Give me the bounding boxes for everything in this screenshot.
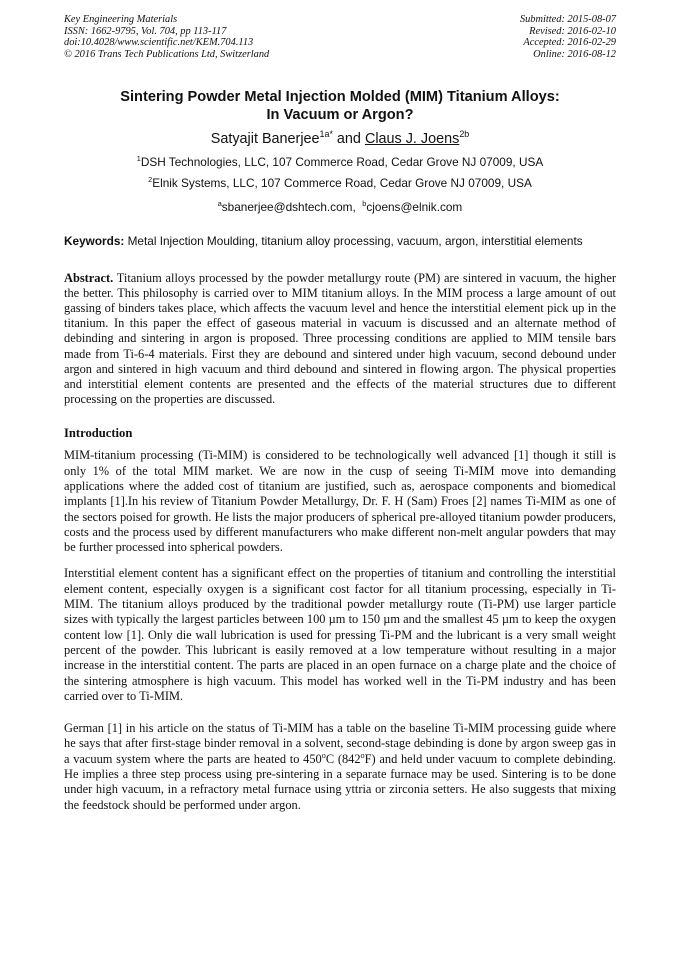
title-line-1: Sintering Powder Metal Injection Molded (MIM) Titanium Alloys: xyxy=(120,89,560,106)
affiliation-1-marker: 1 xyxy=(136,154,141,164)
journal-issn: ISSN: 1662-9795, Vol. 704, pp 113-117 xyxy=(64,25,227,37)
email-a[interactable]: sbanerjee@dshtech.com, xyxy=(221,200,356,215)
introduction-heading: Introduction xyxy=(64,426,133,441)
journal-copyright: © 2016 Trans Tech Publications Ltd, Switzerland xyxy=(64,48,270,60)
paragraph-3-part-a: German [1] in his article on the status of Ti-MIM has a table on the baseline Ti-MIM processing guide where he says that after first-stage binder removal in a solvent, second-stage debinding is done by argon sweep gas in a vacuum system where the parts are heated to 450 xyxy=(64,721,616,766)
abstract-label: Abstract. xyxy=(64,270,114,285)
keywords-label: Keywords: xyxy=(64,234,125,249)
introduction-paragraph-2: Interstitial element content has a significant effect on the properties of titanium and controlling the interstitial element content, especially oxygen is a significant cost factor for all titanium processing, especially in Ti-MIM. The titanium alloys produced by the traditional powder metallurgy route (Ti-PM) use larger particle sizes with typically the largest particles between 100 µm to 150 µm and the smallest 45 µm to keep the oxygen content low [1]. Only die wall lubrication is used for pressing Ti-PM and the lubricant is a very small weight percent of the powder. This lubricant is easily removed at a low temperature without resulting in a major increase in the interstitial content. The parts are placed in an open furnace on a charge plate and the choice of the sintering atmosphere is high vacuum. This model has worked well in the Ti-PM industry and has been carried over to Ti-MIM. xyxy=(64,566,616,703)
affiliation-2 xyxy=(64,176,616,191)
email-b[interactable]: cjoens@elnik.com xyxy=(366,200,463,215)
keywords xyxy=(64,234,616,249)
affiliation-1-text: DSH Technologies, LLC, 107 Commerce Road, Cedar Grove NJ 07009, USA xyxy=(140,155,544,170)
paragraph-3-part-b: C (842 xyxy=(325,751,361,766)
journal-doi: doi:10.4028/www.scientific.net/KEM.704.113 xyxy=(64,37,254,49)
abstract-text: Titanium alloys processed by the powder metallurgy route (PM) are sintered in vacuum, the higher the better. This philosophy is carried over to MIM titanium alloys. In the MIM process a large amount of out gassing of binders takes place, which affects the vacuum level and hence the interstitial element pick up in the titanium. In this paper the effect of gaseous material in vacuum is discussed and an alternate method of debinding and sintering in argon is proposed. Three processing conditions are applied to MIM tensile bars made from Ti-6-4 materials. First they are debound and sintered under high vacuum, second debound under argon and sintered in high vacuum and third debound and sintered in flowing argon. The physical properties and interstitial element contents are presented and the effects of the material structures due to different processing on the properties are discussed. xyxy=(64,270,616,407)
email-a-marker: a xyxy=(217,199,222,209)
author-conjunction: and xyxy=(332,131,365,148)
date-accepted: Accepted: 2016-02-29 xyxy=(523,37,616,49)
journal-name: Key Engineering Materials xyxy=(64,14,178,25)
author-1: Satyajit Banerjee xyxy=(210,131,320,148)
date-revised: Revised: 2016-02-10 xyxy=(529,25,616,37)
email-b-marker: b xyxy=(362,199,367,209)
journal-info xyxy=(64,14,269,60)
date-submitted: Submitted: 2015-08-07 xyxy=(519,14,616,25)
affiliation-1 xyxy=(64,155,616,170)
affiliation-2-marker: 2 xyxy=(148,175,153,185)
affiliation-2-text: Elnik Systems, LLC, 107 Commerce Road, Cedar Grove NJ 07009, USA xyxy=(152,176,532,191)
title-line-2: In Vacuum or Argon? xyxy=(266,107,414,124)
publication-dates xyxy=(520,14,616,60)
date-online: Online: 2016-08-12 xyxy=(533,48,616,60)
degree-symbol: o xyxy=(321,750,326,760)
abstract xyxy=(64,271,616,408)
degree-symbol: o xyxy=(360,750,365,760)
introduction-paragraph-1: MIM-titanium processing (Ti-MIM) is considered to be technologically well advanced [1] though it still is only 1% of the total MIM market. We are now in the cusp of seeing Ti-MIM move into demanding applications where the added cost of titanium are justified, such as, aerospace components and biomedical implants [1].In his review of Titanium Powder Metallurgy, Dr. F. H (Sam) Froes [2] names Ti-MIM as one of the sectors poised for growth. He lists the major producers of spherical pre-alloyed titanium powder producers, costs and the process used by different manufacturers who make different non-melt angular powders that may be further processed into spherical powders. xyxy=(64,448,616,555)
keywords-text: Metal Injection Moulding, titanium alloy processing, vacuum, argon, interstitial elements xyxy=(124,234,583,249)
author-2: Claus J. Joens xyxy=(364,131,460,148)
paper-title xyxy=(64,88,616,124)
journal-header xyxy=(64,14,616,60)
introduction-paragraph-3 xyxy=(64,721,616,813)
paragraph-3-part-c: F) and held under vacuum to complete debinding. He implies a three step process using pre-sintering in a separate furnace may be used. Sintering is to be done under high vacuum, in a refractory metal furnace using yttria or zirconia setters. He also suggests that mixing the feedstock should be performed under argon. xyxy=(64,751,617,812)
author-2-marker: 2b xyxy=(459,129,470,140)
author-list xyxy=(64,130,616,148)
author-1-marker: 1a* xyxy=(319,129,333,140)
email-line xyxy=(64,200,616,215)
